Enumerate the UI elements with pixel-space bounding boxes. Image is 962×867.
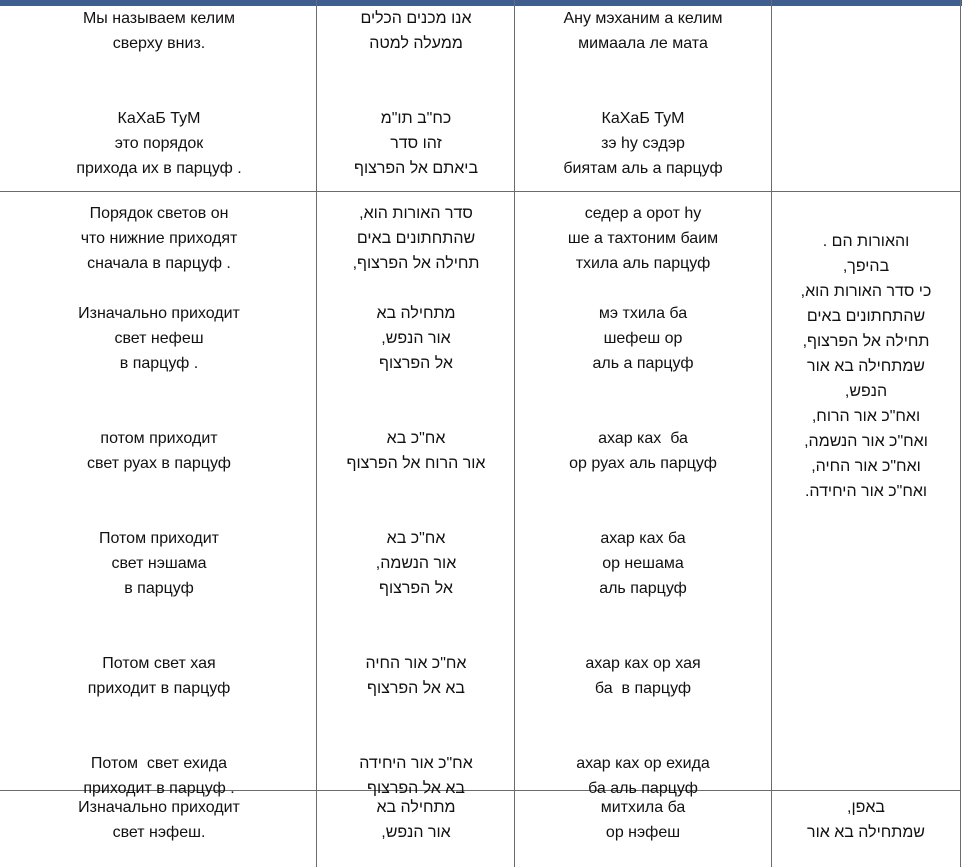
- text-line: сверху вниз.: [112, 35, 206, 52]
- text-line: Мы называем келим: [82, 10, 236, 27]
- text-line: [515, 601, 771, 626]
- text-line: ба в парцуф: [594, 680, 692, 697]
- text-line: приходит в парцуф .: [83, 780, 235, 797]
- row1-russian-cell: [2, 6, 316, 181]
- text-line: ор нэфеш: [605, 824, 681, 841]
- row1-hebrew-cell: [318, 6, 514, 181]
- row3-translit-cell: [515, 795, 771, 845]
- text-line: אח"כ בא: [386, 530, 446, 547]
- text-line: Потом свет ехида: [90, 755, 228, 772]
- text-line: Потом приходит: [98, 530, 219, 547]
- text-line: свет нэшама: [111, 555, 207, 572]
- text-line: что нижние приходят: [80, 230, 238, 247]
- text-line: [318, 276, 514, 301]
- text-line: הנפש,: [844, 383, 888, 400]
- text-line: ואח"כ אור הרוח,: [811, 408, 921, 425]
- text-line: биятам аль а парцуф: [563, 160, 723, 177]
- text-line: КаХаБ ТуМ: [601, 110, 685, 127]
- text-line: [318, 81, 514, 106]
- text-line: [515, 476, 771, 501]
- text-line: ахар ках ор ехида: [576, 755, 710, 772]
- text-line: аль парцуф: [599, 580, 687, 597]
- text-line: [2, 726, 316, 751]
- text-line: потом приходит: [100, 430, 218, 447]
- text-line: [515, 626, 771, 651]
- text-line: мимаала ле мата: [578, 35, 708, 52]
- text-line: אור הנפש,: [381, 824, 451, 841]
- row3-source-cell: [772, 795, 960, 845]
- text-line: [318, 376, 514, 401]
- text-line: Изначально приходит: [78, 799, 240, 816]
- text-line: אח"כ בא: [386, 430, 446, 447]
- text-line: שמתחילה בא אור: [807, 358, 925, 375]
- text-line: [515, 726, 771, 751]
- row-divider: [0, 191, 960, 192]
- text-line: [2, 56, 316, 81]
- text-line: אח"כ אור היחידה: [359, 755, 473, 772]
- text-line: בא אל הפרצוף: [367, 780, 465, 797]
- text-line: свет руах в парцуф: [87, 455, 231, 472]
- row2-source-cell: [772, 229, 960, 504]
- text-line: מתחילה בא: [376, 305, 456, 322]
- text-line: אנו מכנים הכלים: [360, 10, 472, 27]
- text-line: свет нефеш: [114, 330, 204, 347]
- text-line: [318, 601, 514, 626]
- text-line: приходит в парцуф: [87, 680, 231, 697]
- text-line: [515, 401, 771, 426]
- text-line: והאורות הם .: [822, 233, 910, 250]
- text-line: אור הנשמה,: [375, 555, 457, 572]
- text-line: ба аль парцуф: [588, 780, 698, 797]
- text-line: тхила аль парцуф: [575, 255, 711, 272]
- text-line: ואח"כ אור היחידה.: [804, 483, 928, 500]
- text-line: шефеш ор: [603, 330, 683, 347]
- text-line: אל הפרצוף: [379, 580, 453, 597]
- row3-hebrew-cell: [318, 795, 514, 845]
- text-line: седер а орот hу: [584, 205, 702, 222]
- text-line: [2, 376, 316, 401]
- text-line: שהתחתונים באים: [356, 230, 476, 247]
- text-line: митхила ба: [600, 799, 686, 816]
- row2-russian-cell: [2, 201, 316, 801]
- row2-hebrew-cell: [318, 201, 514, 801]
- table-right-border: [960, 0, 961, 867]
- text-line: [318, 501, 514, 526]
- text-line: [318, 701, 514, 726]
- text-line: [515, 376, 771, 401]
- text-line: תחילה אל הפרצוף,: [352, 255, 480, 272]
- row3-russian-cell: [2, 795, 316, 845]
- text-line: [2, 476, 316, 501]
- text-line: [515, 81, 771, 106]
- text-line: Потом свет хая: [102, 655, 216, 672]
- text-line: [515, 701, 771, 726]
- text-line: מתחילה בא: [376, 799, 456, 816]
- text-line: אור הרוח אל הפרצוף: [346, 455, 486, 472]
- text-line: Изначально приходит: [78, 305, 240, 322]
- text-line: אל הפרצוף: [379, 355, 453, 372]
- text-line: мэ тхила ба: [598, 305, 688, 322]
- text-line: ор нешама: [602, 555, 684, 572]
- text-line: בא אל הפרצוף: [367, 680, 465, 697]
- text-line: שמתחילה בא אור: [807, 824, 925, 841]
- text-line: באפן,: [847, 799, 885, 816]
- text-line: [515, 56, 771, 81]
- text-line: [515, 276, 771, 301]
- text-line: אח"כ אור החיה: [365, 655, 467, 672]
- text-line: זהו סדר: [390, 135, 442, 152]
- text-line: Порядок светов он: [89, 205, 229, 222]
- text-line: [318, 56, 514, 81]
- text-line: [2, 601, 316, 626]
- text-line: כח"ב תו"מ: [380, 110, 452, 127]
- text-line: аль а парцуф: [592, 355, 694, 372]
- text-line: ше а тахтоним баим: [567, 230, 719, 247]
- text-line: Ану мэханим а келим: [563, 10, 723, 27]
- text-line: כי סדר האורות הוא,: [800, 283, 932, 300]
- text-line: ор руах аль парцуф: [569, 455, 717, 472]
- text-line: в парцуф .: [119, 355, 199, 372]
- text-line: прихода их в парцуф .: [76, 160, 242, 177]
- text-line: сначала в парцуф .: [87, 255, 231, 272]
- text-line: [318, 476, 514, 501]
- text-line: ביאתם אל הפרצוף: [353, 160, 479, 177]
- text-line: תחילה אל הפרצוף,: [802, 333, 930, 350]
- text-line: [318, 626, 514, 651]
- text-line: [2, 81, 316, 106]
- text-line: [318, 726, 514, 751]
- text-line: КаХаБ ТуМ: [117, 110, 201, 127]
- text-line: в парцуф: [124, 580, 194, 597]
- column-divider: [316, 0, 317, 867]
- text-line: ахар ках ба: [600, 530, 686, 547]
- text-line: שהתחתונים באים: [806, 308, 926, 325]
- text-line: סדר האורות הוא,: [359, 205, 473, 222]
- text-line: אור הנפש,: [381, 330, 451, 347]
- text-line: ахар ках ба: [598, 430, 688, 447]
- text-line: свет нэфеш.: [112, 824, 206, 841]
- text-line: [2, 501, 316, 526]
- row2-translit-cell: [515, 201, 771, 801]
- text-line: [2, 401, 316, 426]
- text-line: [2, 276, 316, 301]
- text-line: ממעלה למטה: [369, 35, 463, 52]
- text-line: это порядок: [114, 135, 204, 152]
- text-line: [515, 501, 771, 526]
- text-line: בהיפך,: [842, 258, 890, 275]
- row1-translit-cell: [515, 6, 771, 181]
- text-line: [2, 626, 316, 651]
- text-line: ואח"כ אור הנשמה,: [804, 433, 928, 450]
- text-line: [2, 701, 316, 726]
- text-line: зэ hу сэдэр: [601, 135, 685, 152]
- text-line: ахар ках ор хая: [585, 655, 701, 672]
- text-line: ואח"כ אור החיה,: [811, 458, 921, 475]
- text-line: [318, 401, 514, 426]
